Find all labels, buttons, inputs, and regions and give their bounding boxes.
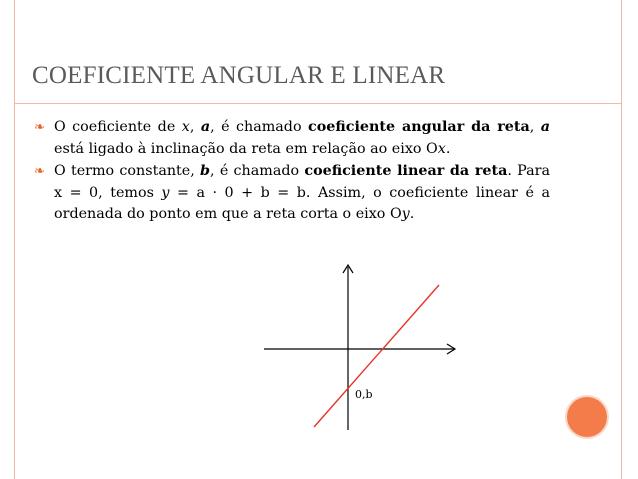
term-coeficiente-linear: coeficiente linear da reta — [304, 163, 508, 179]
bullet-list — [34, 117, 550, 227]
bullet-item-2 — [34, 161, 550, 226]
text: = a · 0 + b = b. Assim, o coeficiente linear é a ordenada do ponto em que a reta corta o eixo O — [54, 184, 550, 222]
text: . — [409, 206, 415, 222]
text: está ligado à inclinação da reta em relação ao eixo O — [54, 140, 438, 157]
var-a: a — [540, 119, 551, 135]
bullet-item-1 — [34, 117, 550, 160]
text: O termo constante, — [54, 163, 201, 179]
function-line — [314, 285, 439, 427]
text: O coeficiente de — [54, 119, 182, 135]
var-x: x — [181, 119, 190, 135]
term-coeficiente-angular: coeficiente angular da reta — [308, 119, 530, 135]
var-x: x — [437, 140, 446, 157]
intercept-label: 0,b — [355, 388, 373, 401]
slide-title: COEFICIENTE ANGULAR E LINEAR — [32, 62, 446, 89]
text: , é chamado — [210, 119, 309, 135]
line-graph — [258, 255, 468, 440]
title-divider — [14, 103, 622, 104]
text: , — [529, 119, 541, 135]
decorative-circle — [567, 397, 607, 437]
text: . Para x = 0, temos — [54, 163, 551, 201]
text: , — [189, 119, 201, 135]
var-b: b — [200, 163, 211, 179]
bullet-icon: ❧ — [34, 120, 45, 135]
var-a: a — [200, 119, 211, 135]
var-y: y — [161, 184, 170, 201]
text: , é chamado — [210, 163, 305, 179]
text: . — [445, 140, 451, 157]
bullet-icon: ❧ — [34, 164, 45, 179]
var-y: y — [401, 206, 410, 222]
